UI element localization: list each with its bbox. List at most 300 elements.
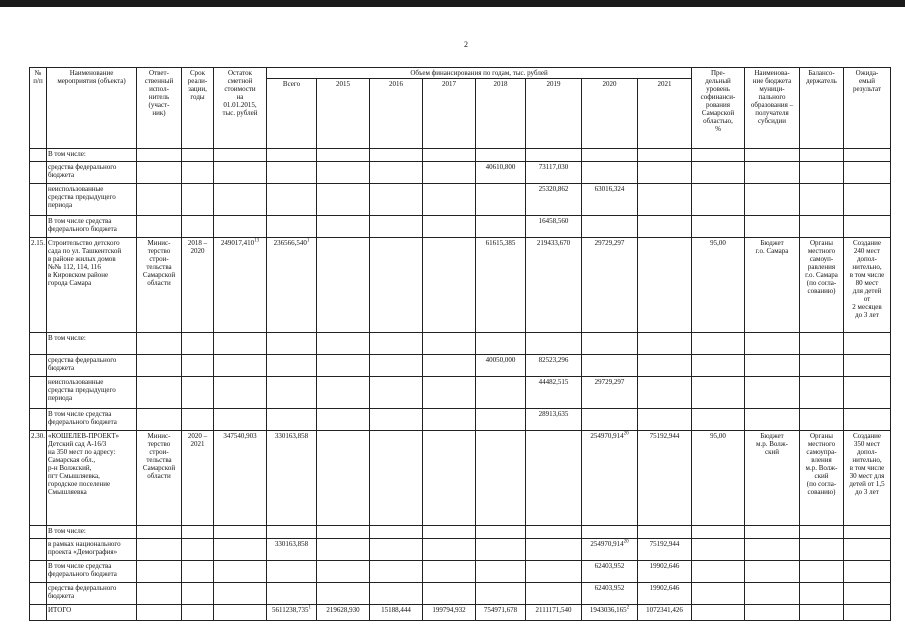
cell-y2017 [423,162,476,184]
cell-holder [800,355,844,377]
cell-num [30,238,47,333]
cell-budget [745,333,800,355]
cell-value: 219433,670 [536,239,571,247]
cell-level [692,526,745,539]
cell-y2016 [370,333,423,355]
header-num: № п/п [30,68,47,149]
cell-total [267,149,317,162]
cell-name [47,184,137,216]
cell-y2017 [423,605,476,621]
cell-y2020 [582,583,638,605]
cell-y2018 [476,216,526,238]
table-row [30,431,891,526]
cell-total [267,333,317,355]
cell-value: 1943036,165 [589,606,627,614]
cell-value: 62403,952 [594,584,625,592]
cell-value: средства федерального бюджета [48,356,117,372]
cell-y2018 [476,561,526,583]
header-remainder: Остаток сметной стоимости на 01.01.2015, тыс. рублей [214,68,267,149]
cell-name [47,539,137,561]
cell-y2015 [317,149,370,162]
footnote-mark: 13 [254,238,260,244]
cell-y2019 [526,162,582,184]
cell-y2019 [526,216,582,238]
cell-y2019 [526,355,582,377]
cell-value: 330163,858 [274,432,309,440]
cell-num [30,355,47,377]
cell-y2017 [423,238,476,333]
table-row [30,377,891,409]
footnote-mark: 1 [306,238,310,244]
cell-value: 40610,800 [485,163,516,171]
cell-result [844,561,891,583]
cell-y2018 [476,184,526,216]
cell-remainder [214,216,267,238]
cell-value: 199794,932 [432,606,466,614]
cell-y2019 [526,539,582,561]
cell-y2015 [317,526,370,539]
header-financing: Объем финансирования по годам, тыс. рублей [267,68,692,79]
cell-y2017 [423,355,476,377]
cell-value: 75192,944 [649,432,680,440]
cell-name [47,561,137,583]
cell-result [844,149,891,162]
cell-level [692,216,745,238]
financing-table [29,67,891,621]
cell-total [267,355,317,377]
cell-y2015 [317,184,370,216]
cell-num [30,216,47,238]
cell-result [844,162,891,184]
cell-value: Минис- терство строи- тельства Самарской области [142,432,176,480]
header-total: Всего [267,79,317,149]
header-level: Пре- дельный уровень софинанси- рования Самарской областью, % [692,68,745,149]
cell-y2016 [370,431,423,526]
cell-y2016 [370,184,423,216]
cell-value: 2.30. [31,432,45,440]
cell-y2018 [476,377,526,409]
cell-value: 1072341,426 [646,606,683,614]
cell-value: 95,00 [710,239,726,247]
cell-y2015 [317,583,370,605]
cell-responsible [137,377,182,409]
cell-y2016 [370,539,423,561]
cell-value: неиспользованные средства предыдущего периода [48,378,116,402]
cell-num [30,539,47,561]
cell-y2020 [582,238,638,333]
cell-y2016 [370,238,423,333]
cell-y2020 [582,539,638,561]
cell-budget [745,561,800,583]
header-year: 2019 [526,79,582,149]
cell-level [692,149,745,162]
cell-value: 29729,297 [594,239,625,247]
header-budget: Наименова- ние бюджета муници- пального образования – получателя субсидии [745,68,800,149]
cell-total [267,526,317,539]
cell-responsible [137,605,182,621]
cell-period [182,184,214,216]
cell-total [267,162,317,184]
cell-y2020 [582,333,638,355]
cell-total [267,431,317,526]
cell-remainder [214,409,267,431]
cell-value: 25320,862 [538,185,569,193]
cell-result [844,539,891,561]
cell-y2016 [370,149,423,162]
cell-y2021 [638,333,692,355]
cell-y2021 [638,431,692,526]
header-result: Ожида- емый результат [844,68,891,149]
cell-value: Бюджет г.о. Самара [755,239,789,255]
cell-y2020 [582,605,638,621]
cell-y2015 [317,605,370,621]
cell-remainder [214,149,267,162]
cell-y2016 [370,409,423,431]
cell-y2019 [526,149,582,162]
cell-y2018 [476,149,526,162]
table-row [30,561,891,583]
cell-total [267,409,317,431]
cell-responsible [137,431,182,526]
cell-total [267,605,317,621]
cell-responsible [137,333,182,355]
cell-name [47,605,137,621]
cell-value: Бюджет м.р. Волж- ский [756,432,788,456]
cell-y2015 [317,238,370,333]
cell-period [182,355,214,377]
cell-y2016 [370,377,423,409]
cell-level [692,583,745,605]
cell-y2018 [476,355,526,377]
cell-result [844,333,891,355]
cell-num [30,377,47,409]
cell-value: Органы местного самоупра- вления м.р. Волж- ский (по согла- сованию) [805,432,838,496]
cell-value: 2111171,540 [535,606,572,614]
cell-num [30,162,47,184]
cell-y2020 [582,162,638,184]
cell-y2015 [317,431,370,526]
cell-responsible [137,184,182,216]
cell-result [844,238,891,333]
cell-value: средства федерального бюджета [48,163,117,179]
cell-responsible [137,583,182,605]
cell-name [47,526,137,539]
cell-y2015 [317,377,370,409]
cell-result [844,184,891,216]
cell-value: средства федерального бюджета [48,584,117,600]
cell-responsible [137,355,182,377]
cell-y2018 [476,539,526,561]
cell-holder [800,539,844,561]
cell-remainder [214,333,267,355]
cell-budget [745,526,800,539]
cell-remainder [214,605,267,621]
cell-y2017 [423,216,476,238]
header-year: 2015 [317,79,370,149]
cell-y2021 [638,184,692,216]
cell-level [692,377,745,409]
cell-value: 63016,324 [594,185,625,193]
cell-y2019 [526,526,582,539]
header-year: 2018 [476,79,526,149]
cell-y2017 [423,561,476,583]
cell-value: 28913,635 [538,410,569,418]
cell-y2021 [638,149,692,162]
cell-name [47,583,137,605]
cell-name [47,162,137,184]
cell-y2021 [638,216,692,238]
cell-y2020 [582,377,638,409]
cell-y2016 [370,605,423,621]
cell-period [182,162,214,184]
cell-y2018 [476,409,526,431]
cell-num [30,149,47,162]
cell-holder [800,409,844,431]
cell-budget [745,216,800,238]
cell-y2019 [526,583,582,605]
cell-holder [800,162,844,184]
cell-name [47,377,137,409]
cell-value: Создание 350 мест допол- нительно, в том числе 30 мест для детей от 1,5 до 3 лет [849,432,885,496]
cell-value: Органы местного самоуп- равления г.о. Самара (по согла- сованию) [805,239,838,295]
cell-y2020 [582,216,638,238]
cell-remainder [214,526,267,539]
table-row [30,184,891,216]
cell-budget [745,184,800,216]
cell-y2018 [476,526,526,539]
header-year: 2017 [423,79,476,149]
cell-value: В том числе: [48,150,86,158]
cell-y2016 [370,583,423,605]
cell-y2017 [423,583,476,605]
cell-y2019 [526,605,582,621]
cell-period [182,377,214,409]
cell-value: 754971,678 [483,606,518,614]
cell-remainder [214,355,267,377]
cell-remainder [214,539,267,561]
cell-period [182,561,214,583]
cell-y2021 [638,605,692,621]
cell-holder [800,561,844,583]
cell-level [692,162,745,184]
cell-holder [800,377,844,409]
cell-value: 254970,914 [590,432,624,440]
cell-period [182,605,214,621]
cell-name [47,216,137,238]
cell-value: 236566,540 [273,239,307,247]
cell-value: В том числе средства федерального бюджета [48,217,117,233]
cell-value: в рамках национального проекта «Демография» [48,540,121,556]
cell-num [30,583,47,605]
cell-value: Минис- терство строи- тельства Самарской области [142,239,176,287]
cell-value: В том числе средства федерального бюджета [48,562,117,578]
cell-budget [745,431,800,526]
cell-value: неиспользованные средства предыдущего периода [48,185,116,209]
cell-y2018 [476,333,526,355]
cell-y2017 [423,377,476,409]
cell-num [30,561,47,583]
cell-level [692,184,745,216]
cell-budget [745,162,800,184]
cell-y2015 [317,355,370,377]
table-row [30,539,891,561]
cell-responsible [137,561,182,583]
cell-value: 95,00 [710,432,726,440]
cell-period [182,583,214,605]
cell-y2017 [423,526,476,539]
cell-total [267,583,317,605]
cell-result [844,526,891,539]
cell-num [30,605,47,621]
cell-value: ИТОГО [48,606,72,614]
cell-y2019 [526,409,582,431]
cell-value: 82523,296 [538,356,569,364]
cell-y2015 [317,561,370,583]
cell-value: 347540,903 [223,432,257,440]
cell-responsible [137,526,182,539]
cell-y2017 [423,409,476,431]
header-year: 2016 [370,79,423,149]
cell-name [47,409,137,431]
table-row [30,238,891,333]
table-row [30,409,891,431]
cell-responsible [137,216,182,238]
cell-name [47,355,137,377]
cell-value: В том числе средства федерального бюджета [48,410,117,426]
cell-period [182,526,214,539]
cell-value: 19902,646 [649,584,680,592]
cell-y2020 [582,431,638,526]
header-year: 2021 [638,79,692,149]
cell-y2021 [638,561,692,583]
cell-level [692,409,745,431]
footnote-mark: 20 [623,539,629,545]
cell-y2017 [423,149,476,162]
top-border-bar [0,0,905,7]
cell-budget [745,238,800,333]
cell-y2020 [582,561,638,583]
table-row [30,526,891,539]
cell-holder [800,333,844,355]
cell-y2019 [526,184,582,216]
cell-level [692,355,745,377]
cell-result [844,377,891,409]
cell-level [692,431,745,526]
cell-result [844,605,891,621]
cell-responsible [137,539,182,561]
cell-y2019 [526,561,582,583]
cell-y2020 [582,526,638,539]
cell-y2017 [423,333,476,355]
cell-num [30,409,47,431]
cell-value: 75192,944 [649,540,680,548]
cell-value: В том числе: [48,527,86,535]
cell-remainder [214,561,267,583]
cell-y2015 [317,409,370,431]
cell-value: 44482,515 [538,378,569,386]
cell-y2018 [476,583,526,605]
cell-holder [800,216,844,238]
cell-y2016 [370,561,423,583]
cell-total [267,539,317,561]
cell-result [844,583,891,605]
cell-level [692,238,745,333]
cell-value: 2018 – 2020 [187,239,208,255]
cell-total [267,216,317,238]
cell-remainder [214,431,267,526]
cell-value: Создание 240 мест допол- нительно, в том числе 80 мест для детей от 2 месяцев до 3 лет [849,239,885,319]
cell-y2015 [317,539,370,561]
cell-value: 61615,385 [485,239,516,247]
cell-y2020 [582,184,638,216]
cell-value: «КОШЕЛЕВ-ПРОЕКТ» Детский сад А-16/3 на 350 мест по адресу: Самарская обл., р-н Волжский, пгт Смышляевка, городское поселение Смышляевка [48,432,119,496]
cell-budget [745,605,800,621]
cell-value: 19902,646 [649,562,680,570]
cell-responsible [137,149,182,162]
cell-y2017 [423,539,476,561]
cell-value: 29729,297 [594,378,625,386]
cell-y2019 [526,377,582,409]
table-row [30,149,891,162]
cell-value: В том числе: [48,334,86,342]
cell-remainder [214,583,267,605]
cell-holder [800,583,844,605]
cell-y2018 [476,162,526,184]
table-row [30,333,891,355]
cell-value: 2020 – 2021 [187,432,208,448]
cell-y2021 [638,377,692,409]
cell-holder [800,526,844,539]
cell-y2017 [423,431,476,526]
cell-value: 62403,952 [594,562,625,570]
cell-period [182,409,214,431]
cell-y2020 [582,149,638,162]
table-row [30,355,891,377]
cell-budget [745,149,800,162]
cell-value: 254970,914 [590,540,624,548]
cell-num [30,184,47,216]
cell-num [30,526,47,539]
cell-period [182,216,214,238]
header-year: 2020 [582,79,638,149]
cell-budget [745,583,800,605]
cell-y2015 [317,216,370,238]
cell-remainder [214,238,267,333]
cell-y2021 [638,355,692,377]
footnote-mark: 1 [308,605,311,611]
cell-responsible [137,238,182,333]
cell-level [692,539,745,561]
table-row [30,162,891,184]
cell-period [182,333,214,355]
cell-responsible [137,409,182,431]
cell-total [267,561,317,583]
cell-y2021 [638,583,692,605]
cell-y2017 [423,184,476,216]
cell-holder [800,605,844,621]
cell-result [844,431,891,526]
cell-y2020 [582,355,638,377]
cell-value: 15188,444 [381,606,411,614]
cell-level [692,333,745,355]
cell-y2021 [638,162,692,184]
cell-holder [800,184,844,216]
cell-y2021 [638,238,692,333]
cell-y2016 [370,526,423,539]
cell-value: 330163,858 [274,540,309,548]
cell-name [47,431,137,526]
cell-y2016 [370,216,423,238]
